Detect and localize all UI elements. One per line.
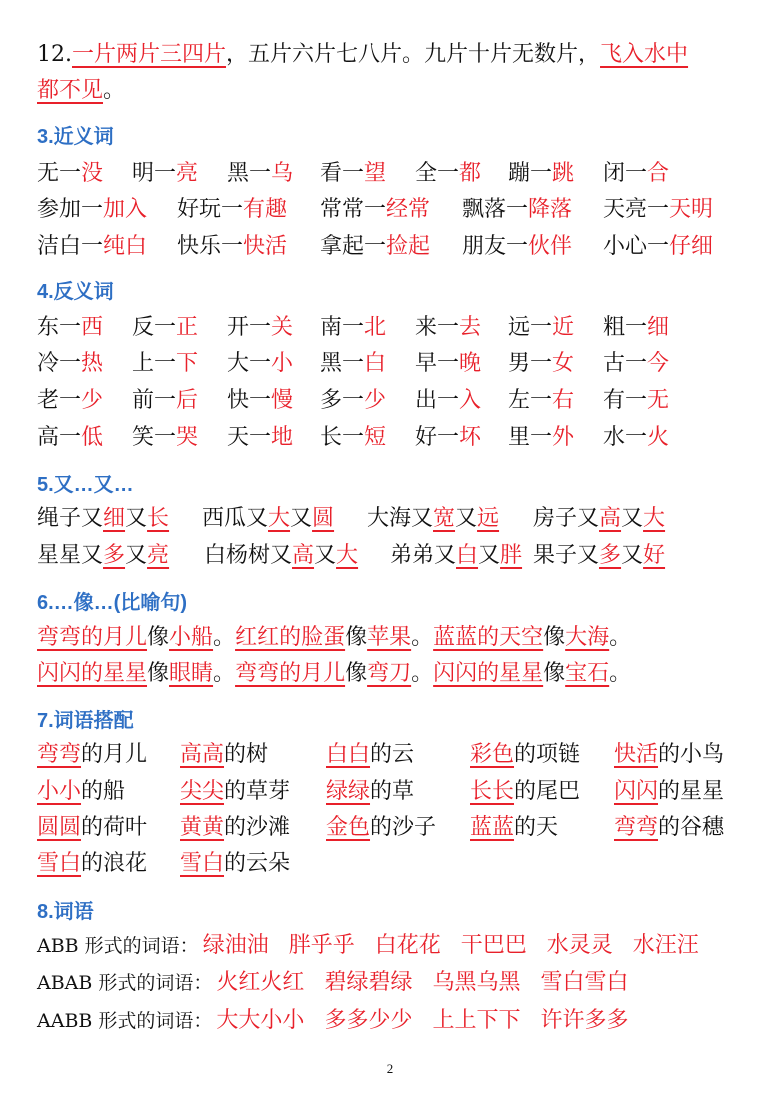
antonym-answer: 慢 [271,388,294,413]
collocation-pair [37,846,147,882]
antonym-pair [320,346,386,382]
antonym-pair [227,383,293,419]
synonym-word: 参加一 [37,197,104,222]
antonym-word: 古一 [603,351,648,376]
collocation-answer: 彩色 [470,742,515,767]
collocation-answer: 蓝蓝 [470,815,515,840]
collocation-noun: 的云 [370,742,415,767]
you-you-connector: 又 [478,543,501,568]
antonym-pair [37,310,103,346]
antonym-answer: 低 [81,425,104,450]
metaphor-sentence [37,620,631,656]
collocation-pair [470,774,580,810]
antonym-answer: 少 [81,388,104,413]
antonym-pair [320,420,386,456]
collocation-answer: 圆圆 [37,815,82,840]
antonym-word: 笑一 [132,425,177,450]
word-form-example: 上上下下 [432,1008,521,1033]
collocation-noun: 的浪花 [81,851,148,876]
item-12-line-2 [37,73,752,109]
antonym-pair [603,383,669,419]
antonym-pair [415,346,481,382]
antonym-answer: 晚 [459,351,482,376]
antonym-answer: 小 [271,351,294,376]
collocation-noun: 的沙滩 [224,815,291,840]
collocation-answer: 弯弯 [614,815,659,840]
synonym-answer: 都 [459,161,482,186]
collocation-noun: 的小鸟 [658,742,725,767]
collocation-pair [37,774,125,810]
collocation-noun: 的云朵 [224,851,291,876]
antonym-word: 反一 [132,315,177,340]
synonym-pair [37,229,147,265]
synonym-answer: 快活 [243,234,288,259]
synonym-word: 看一 [320,161,365,186]
word-form-example: 火红火红 [216,970,305,995]
antonym-word: 出一 [415,388,460,413]
collocation-pair [180,737,268,773]
you-you-answer-2: 大 [336,543,359,568]
metaphor-text: 像 [147,661,170,686]
metaphor-answer: 小船 [169,625,214,650]
antonym-answer: 北 [364,315,387,340]
metaphor-text: 。 [213,661,236,686]
antonym-pair [37,420,103,456]
synonym-word: 黑一 [227,161,272,186]
item-12-phrase-3: 飞入水中 [600,42,689,67]
you-you-subject: 绳子又 [37,506,104,531]
synonym-word: 飘落一 [462,197,529,222]
collocation-pair [326,774,414,810]
word-form-example: 大大小小 [216,1008,305,1033]
antonym-answer: 入 [459,388,482,413]
collocation-pair [37,810,147,846]
metaphor-text: 像 [543,661,566,686]
word-form-example: 干巴巴 [460,933,527,958]
metaphor-answer: 大海 [565,625,610,650]
collocation-pair [180,846,290,882]
you-you-subject: 果子又 [533,543,600,568]
word-form-example: 白花花 [374,933,441,958]
item-12-number: 12. [37,42,72,67]
you-you-answer-1: 大 [268,506,291,531]
collocation-noun: 的船 [81,779,126,804]
word-form-example: 乌黑乌黑 [432,970,521,995]
synonym-answer: 伙伴 [528,234,573,259]
collocation-noun: 的项链 [514,742,581,767]
antonym-answer: 关 [271,315,294,340]
synonym-pair [462,229,572,265]
you-you-answer-1: 白 [456,543,479,568]
synonym-word: 蹦一 [508,161,553,186]
antonym-answer: 坏 [459,425,482,450]
you-you-answer-2: 好 [643,543,666,568]
metaphor-answer: 闪闪的星星 [37,661,148,686]
collocation-pair [614,810,724,846]
antonym-answer: 西 [81,315,104,340]
metaphor-text: 。 [609,625,632,650]
metaphor-answer: 弯弯的月儿 [37,625,148,650]
collocation-pair [470,810,558,846]
antonym-word: 长一 [320,425,365,450]
antonym-word: 高一 [37,425,82,450]
synonym-pair [320,229,430,265]
antonym-answer: 细 [647,315,670,340]
collocation-pair [180,810,290,846]
metaphor-text: 。 [411,661,434,686]
antonym-pair [320,383,386,419]
word-form-example: 水汪汪 [632,933,699,958]
you-you-connector: 又 [621,506,644,531]
synonym-pair [415,156,481,192]
antonym-pair [227,420,293,456]
antonym-word: 有一 [603,388,648,413]
you-you-answer-2: 远 [477,506,500,531]
word-form-example: 碧绿碧绿 [324,970,413,995]
you-you-connector: 又 [290,506,313,531]
synonym-pair [603,192,713,228]
antonym-pair [37,346,103,382]
you-you-answer-1: 细 [103,506,126,531]
item-12-phrase-2: ，五片六片七八片。九片十片无数片， [226,42,601,67]
you-you-phrase [204,538,358,574]
antonym-word: 东一 [37,315,82,340]
antonym-pair [415,420,481,456]
item-12 [37,37,752,109]
you-you-subject: 大海又 [367,506,434,531]
synonym-pair [320,156,386,192]
synonym-answer: 经常 [386,197,431,222]
synonym-word: 小心一 [603,234,670,259]
synonym-pair [132,156,198,192]
antonym-word: 黑一 [320,351,365,376]
collocation-noun: 的尾巴 [514,779,581,804]
you-you-answer-1: 高 [292,543,315,568]
metaphor-answer: 宝石 [565,661,610,686]
collocation-noun: 的树 [224,742,269,767]
page-number: 2 [386,1061,394,1076]
collocation-answer: 尖尖 [180,779,225,804]
synonym-answer: 跳 [552,161,575,186]
item-12-phrase-4: 都不见 [37,78,104,103]
you-you-answer-2: 胖 [500,543,523,568]
antonym-pair [415,310,481,346]
antonym-answer: 去 [459,315,482,340]
antonym-pair [37,383,103,419]
collocation-pair [180,774,290,810]
antonym-word: 左一 [508,388,553,413]
antonym-pair [132,310,198,346]
antonym-answer: 地 [271,425,294,450]
word-form-example: 许许多多 [540,1008,629,1033]
collocation-answer: 小小 [37,779,82,804]
antonym-word: 南一 [320,315,365,340]
synonym-answer: 望 [364,161,387,186]
antonym-word: 大一 [227,351,272,376]
item-12-phrase-1: 一片两片三四片 [72,42,227,67]
synonym-word: 无一 [37,161,82,186]
you-you-subject: 房子又 [533,506,600,531]
word-form-line [37,965,628,1001]
synonym-word: 明一 [132,161,177,186]
antonym-pair [415,383,481,419]
word-form-line [37,928,699,964]
you-you-connector: 又 [125,543,148,568]
synonym-pair [177,229,287,265]
metaphor-answer: 弯弯的月儿 [235,661,346,686]
synonym-answer: 乌 [271,161,294,186]
collocation-noun: 的草 [370,779,415,804]
you-you-connector: 又 [455,506,478,531]
antonym-word: 天一 [227,425,272,450]
item-12-line-1 [37,37,752,73]
collocation-answer: 长长 [470,779,515,804]
synonym-word: 天亮一 [603,197,670,222]
you-you-answer-1: 多 [103,543,126,568]
collocation-noun: 的谷穗 [658,815,725,840]
antonym-answer: 正 [176,315,199,340]
antonym-answer: 女 [552,351,575,376]
you-you-phrase [533,538,665,574]
synonym-pair [508,156,574,192]
antonym-pair [603,310,669,346]
antonym-word: 好一 [415,425,460,450]
antonym-word: 上一 [132,351,177,376]
collocation-answer: 雪白 [37,851,82,876]
collocation-answer: 弯弯 [37,742,82,767]
collocation-answer: 金色 [326,815,371,840]
antonym-pair [603,420,669,456]
you-you-answer-1: 多 [599,543,622,568]
antonym-answer: 后 [176,388,199,413]
collocation-pair [326,737,414,773]
antonym-word: 快一 [227,388,272,413]
antonym-pair [132,383,198,419]
collocation-noun: 的月儿 [81,742,148,767]
item-12-end: 。 [103,78,126,103]
synonym-answer: 加入 [103,197,148,222]
synonym-pair [320,192,430,228]
metaphor-answer: 眼睛 [169,661,214,686]
you-you-phrase [37,538,169,574]
heading-you-you: 5.又…又… [37,474,134,496]
antonym-answer: 下 [176,351,199,376]
antonym-word: 水一 [603,425,648,450]
word-form-example: 水灵灵 [546,933,613,958]
you-you-connector: 又 [125,506,148,531]
synonym-pair [603,156,669,192]
heading-metaphor: 6.…像…(比喻句) [37,592,187,614]
synonym-word: 拿起一 [320,234,387,259]
collocation-answer: 绿绿 [326,779,371,804]
collocation-pair [37,737,147,773]
heading-antonyms: 4.反义词 [37,281,114,303]
word-form-example: 绿油油 [202,933,269,958]
word-form-line [37,1003,628,1039]
word-form-label: AABB 形式的词语： [37,1010,213,1032]
synonym-answer: 天明 [669,197,714,222]
antonym-answer: 少 [364,388,387,413]
antonym-pair [227,346,293,382]
antonym-pair [132,420,198,456]
antonym-pair [227,310,293,346]
collocation-pair [470,737,580,773]
antonym-word: 多一 [320,388,365,413]
synonym-pair [462,192,572,228]
collocation-noun: 的星星 [658,779,725,804]
word-form-example: 雪白雪白 [540,970,629,995]
antonym-word: 老一 [37,388,82,413]
collocation-noun: 的天 [514,815,559,840]
metaphor-text: 。 [213,625,236,650]
word-form-example: 多多少少 [324,1008,413,1033]
collocation-pair [614,737,724,773]
metaphor-answer: 红红的脸蛋 [235,625,346,650]
word-form-label: ABAB 形式的词语： [37,972,213,994]
metaphor-text: 像 [543,625,566,650]
you-you-phrase [533,501,665,537]
metaphor-answer: 蓝蓝的天空 [433,625,544,650]
metaphor-text: 。 [609,661,632,686]
you-you-subject: 西瓜又 [202,506,269,531]
metaphor-answer: 苹果 [367,625,412,650]
word-form-label: ABB 形式的词语： [37,935,199,957]
antonym-pair [508,310,574,346]
synonym-word: 常常一 [320,197,387,222]
you-you-answer-2: 大 [643,506,666,531]
synonym-answer: 有趣 [243,197,288,222]
antonym-word: 来一 [415,315,460,340]
antonym-pair [508,420,574,456]
antonym-word: 里一 [508,425,553,450]
antonym-pair [508,383,574,419]
antonym-word: 冷一 [37,351,82,376]
antonym-word: 早一 [415,351,460,376]
collocation-answer: 黄黄 [180,815,225,840]
synonym-word: 朋友一 [462,234,529,259]
synonym-pair [37,192,147,228]
you-you-answer-1: 高 [599,506,622,531]
antonym-word: 开一 [227,315,272,340]
collocation-answer: 快活 [614,742,659,767]
antonym-answer: 火 [647,425,670,450]
antonym-word: 粗一 [603,315,648,340]
metaphor-sentence [37,656,631,692]
synonym-pair [37,156,103,192]
synonym-answer: 降落 [528,197,573,222]
you-you-connector: 又 [621,543,644,568]
heading-words: 8.词语 [37,901,94,923]
antonym-answer: 短 [364,425,387,450]
synonym-answer: 亮 [176,161,199,186]
you-you-subject: 白杨树又 [204,543,293,568]
you-you-answer-2: 长 [147,506,170,531]
antonym-pair [508,346,574,382]
antonym-word: 远一 [508,315,553,340]
collocation-pair [326,810,436,846]
antonym-answer: 热 [81,351,104,376]
synonym-word: 快乐一 [177,234,244,259]
heading-synonyms: 3.近义词 [37,126,114,148]
synonym-answer: 合 [647,161,670,186]
collocation-answer: 高高 [180,742,225,767]
antonym-answer: 右 [552,388,575,413]
antonym-answer: 哭 [176,425,199,450]
you-you-connector: 又 [314,543,337,568]
you-you-subject: 弟弟又 [390,543,457,568]
synonym-pair [177,192,287,228]
antonym-answer: 近 [552,315,575,340]
synonym-pair [227,156,293,192]
you-you-phrase [37,501,169,537]
metaphor-text: 像 [345,661,368,686]
word-form-example: 胖乎乎 [288,933,355,958]
antonym-word: 男一 [508,351,553,376]
metaphor-text: 像 [147,625,170,650]
synonym-answer: 纯白 [103,234,148,259]
synonym-answer: 捡起 [386,234,431,259]
antonym-word: 前一 [132,388,177,413]
you-you-answer-2: 圆 [312,506,335,531]
metaphor-text: 。 [411,625,434,650]
antonym-pair [603,346,669,382]
collocation-answer: 白白 [326,742,371,767]
collocation-noun: 的草芽 [224,779,291,804]
synonym-word: 洁白一 [37,234,104,259]
synonym-word: 好玩一 [177,197,244,222]
you-you-phrase [367,501,499,537]
antonym-pair [320,310,386,346]
you-you-answer-2: 亮 [147,543,170,568]
synonym-answer: 没 [81,161,104,186]
you-you-subject: 星星又 [37,543,104,568]
metaphor-answer: 闪闪的星星 [433,661,544,686]
synonym-word: 全一 [415,161,460,186]
antonym-answer: 白 [364,351,387,376]
collocation-answer: 雪白 [180,851,225,876]
collocation-noun: 的荷叶 [81,815,148,840]
you-you-phrase [202,501,334,537]
collocation-pair [614,774,724,810]
heading-collocation: 7.词语搭配 [37,710,134,732]
antonym-answer: 今 [647,351,670,376]
antonym-answer: 无 [647,388,670,413]
synonym-answer: 仔细 [669,234,714,259]
metaphor-answer: 弯刀 [367,661,412,686]
antonym-pair [132,346,198,382]
metaphor-text: 像 [345,625,368,650]
collocation-answer: 闪闪 [614,779,659,804]
you-you-phrase [390,538,522,574]
synonym-pair [603,229,713,265]
antonym-answer: 外 [552,425,575,450]
you-you-answer-1: 宽 [433,506,456,531]
synonym-word: 闭一 [603,161,648,186]
collocation-noun: 的沙子 [370,815,437,840]
